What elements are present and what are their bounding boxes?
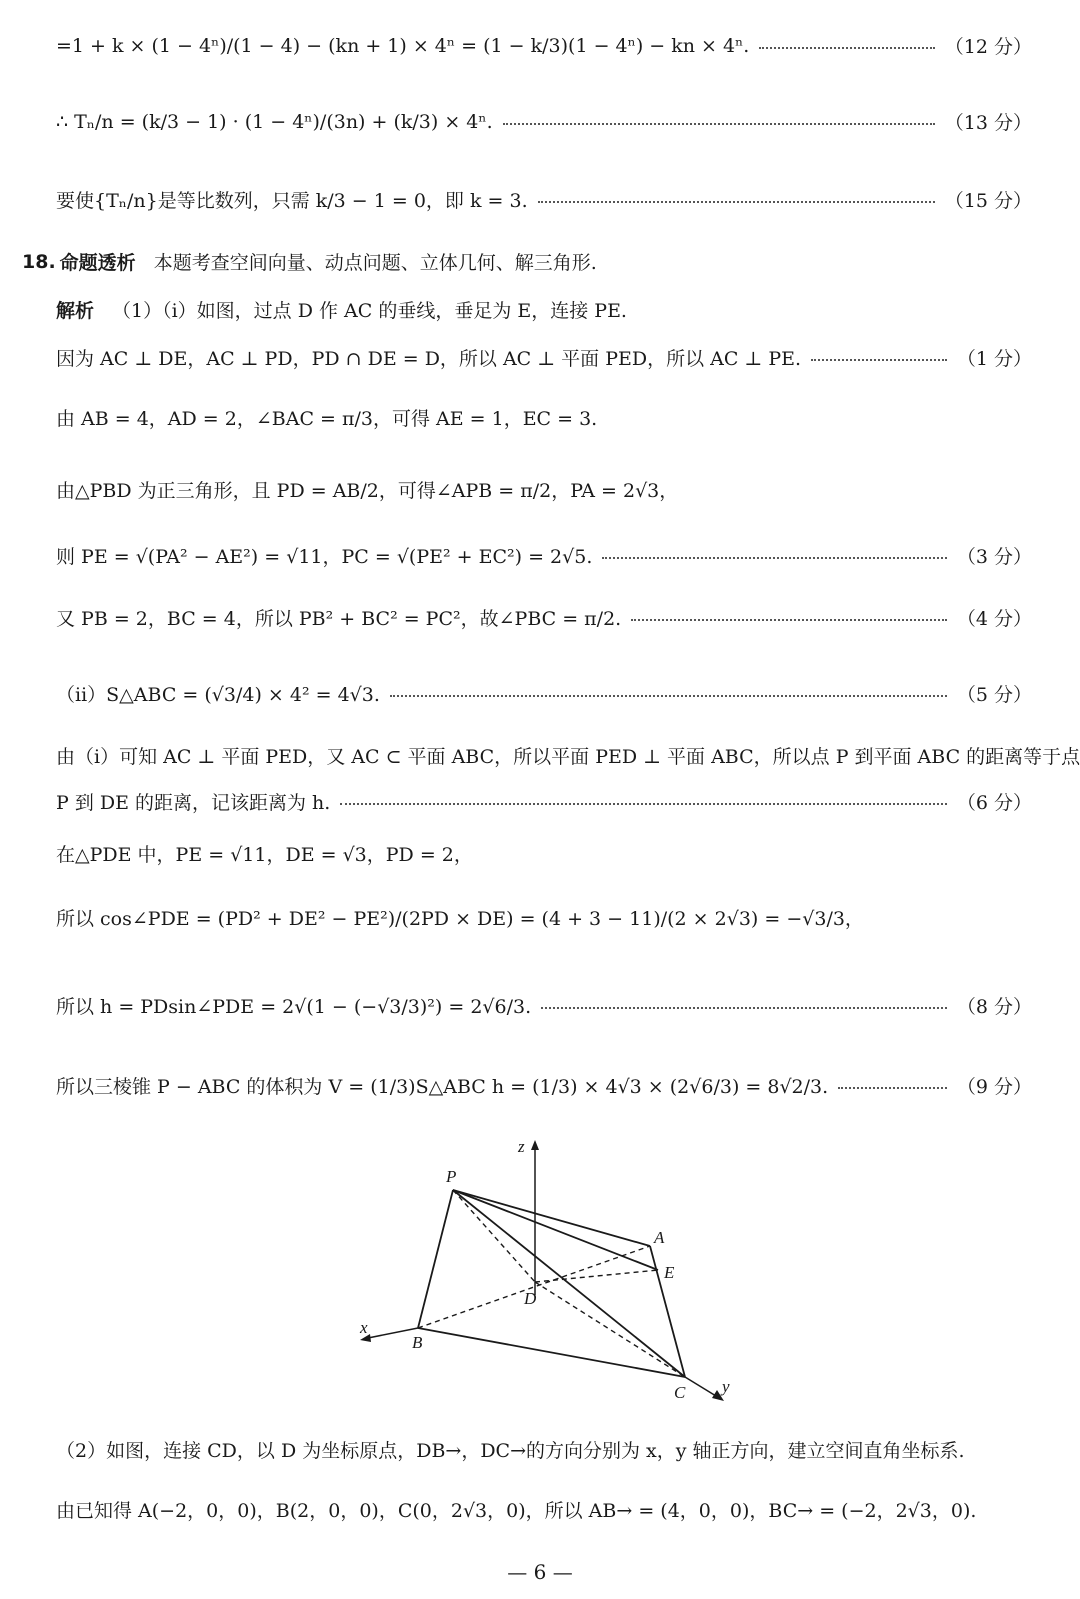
- edge-PD-dashed: [453, 1190, 535, 1282]
- text-ac-plane: [56, 742, 1080, 769]
- dot-leader: [503, 123, 935, 125]
- score-label: （5 分）: [956, 684, 1032, 706]
- formula-text: P 到 DE 的距离，记该距离为 h.: [56, 792, 331, 814]
- text-pbd: [56, 476, 1032, 503]
- analysis-title: 命题透析: [59, 252, 136, 274]
- score-label: （8 分）: [956, 996, 1032, 1018]
- formula-text: =1 + k × (1 − 4ⁿ)/(1 − 4) − (kn + 1) × 4ⁿ = (1 − k/3)(1 − 4ⁿ) − kn × 4ⁿ.: [56, 34, 750, 57]
- formula-text: 所以 h = PDsin∠PDE = 2√(1 − (−√3/3)²) = 2√6/3.: [56, 996, 532, 1018]
- formula-line-1: [56, 344, 1032, 371]
- label-P: P: [446, 1167, 457, 1186]
- dot-leader: [538, 201, 935, 203]
- formula-text: 又 PB = 2，BC = 4，所以 PB² + BC² = PC²，故∠PBC = π/2.: [56, 608, 622, 630]
- text-line: 在△PDE 中，PE = √11，DE = √3，PD = 2，: [56, 844, 473, 866]
- z-axis-arrow: [531, 1140, 539, 1150]
- edge-PE: [453, 1190, 658, 1270]
- formula-text: （ⅱ）S△ABC = (√3/4) × 4² = 4√3.: [56, 684, 380, 706]
- edge-PC: [453, 1190, 685, 1377]
- analysis-desc: 本题考查空间向量、动点问题、立体几何、解三角形.: [153, 252, 597, 274]
- label-D: D: [524, 1289, 537, 1308]
- solution-title: 解析: [56, 300, 95, 322]
- edge-PB: [418, 1190, 453, 1328]
- dot-leader: [602, 557, 946, 559]
- score-label: （6 分）: [956, 792, 1032, 814]
- formula-line-12: [56, 32, 1032, 59]
- text-line: 由 AB = 4，AD = 2，∠BAC = π/3，可得 AE = 1，EC = 3.: [56, 408, 598, 430]
- score-label: （4 分）: [956, 608, 1032, 630]
- label-A: A: [654, 1228, 665, 1247]
- text-pde: [56, 840, 1032, 867]
- formula-line-3: [56, 542, 1032, 569]
- formula-text: 要使{Tₙ/n}是等比数列，只需 k/3 − 1 = 0，即 k = 3.: [56, 190, 528, 212]
- formula-text: 则 PE = √(PA² − AE²) = √11，PC = √(PE² + EC²) = 2√5.: [56, 546, 593, 568]
- edge-BA-dashed: [418, 1246, 650, 1328]
- label-C: C: [674, 1383, 686, 1402]
- text-line: 由已知得 A(−2，0，0)，B(2，0，0)，C(0，2√3，0)，所以 AB→ = (4，0，0)，BC→ = (−2，2√3，0).: [56, 1500, 977, 1522]
- y-axis: [685, 1377, 716, 1396]
- label-y: y: [722, 1377, 730, 1396]
- score-label: （12 分）: [944, 36, 1032, 58]
- label-B: B: [412, 1333, 423, 1352]
- text-line: 由△PBD 为正三角形，且 PD = AB/2，可得∠APB = π/2，PA = 2√3，: [56, 480, 679, 502]
- formula-line-8: [56, 992, 1032, 1019]
- text-line: （2）如图，连接 CD，以 D 为坐标原点，DB→，DC→的方向分别为 x，y 轴正方向，建立空间直角坐标系.: [56, 1440, 965, 1462]
- text-line: 由（ⅰ）可知 AC ⊥ 平面 PED，又 AC ⊂ 平面 ABC，所以平面 PED ⊥ 平面 ABC，所以点 P 到平面 ABC 的距离等于点: [56, 746, 1080, 768]
- formula-line-6: [56, 788, 1032, 815]
- x-axis: [368, 1328, 418, 1338]
- text-ab-ad: [56, 404, 1032, 431]
- question-number: 18.: [22, 250, 56, 273]
- dot-leader: [838, 1087, 947, 1089]
- question-18-header: [22, 248, 1032, 275]
- score-label: （15 分）: [944, 190, 1032, 212]
- formula-text: ∴ Tₙ/n = (k/3 − 1) · (1 − 4ⁿ)/(3n) + (k/3) × 4ⁿ.: [56, 110, 493, 133]
- formula-line-15: [56, 186, 1032, 213]
- label-z: z: [518, 1140, 525, 1156]
- formula-line-9: [56, 1072, 1032, 1099]
- edge-BC: [418, 1328, 685, 1377]
- label-E: E: [664, 1263, 675, 1282]
- formula-line-4: [56, 604, 1032, 631]
- formula-text: 所以三棱锥 P − ABC 的体积为 V = (1/3)S△ABC h = (1/3) × 4√3 × (2√6/3) = 8√2/3.: [56, 1076, 829, 1098]
- score-label: （1 分）: [956, 348, 1032, 370]
- dot-leader: [631, 619, 947, 621]
- coords-text: [56, 1496, 1032, 1523]
- part2-text: [56, 1436, 1032, 1463]
- formula-text: 因为 AC ⊥ DE，AC ⊥ PD，PD ∩ DE = D，所以 AC ⊥ 平面 PED，所以 AC ⊥ PE.: [56, 348, 802, 370]
- formula-line-13: [56, 108, 1032, 135]
- score-label: （13 分）: [944, 112, 1032, 134]
- dot-leader: [759, 47, 934, 49]
- score-label: （3 分）: [956, 546, 1032, 568]
- dot-leader: [811, 359, 947, 361]
- part1-text: （1）（ⅰ）如图，过点 D 作 AC 的垂线，垂足为 E，连接 PE.: [112, 300, 627, 322]
- pyramid-figure: [340, 1140, 760, 1430]
- dot-leader: [541, 1007, 947, 1009]
- score-label: （9 分）: [956, 1076, 1032, 1098]
- page-number: — 6 —: [507, 1560, 573, 1584]
- formula-line-5: [56, 680, 1032, 707]
- text-cos: [56, 904, 1032, 931]
- label-x: x: [360, 1318, 368, 1337]
- dot-leader: [340, 803, 947, 805]
- edge-PA: [453, 1190, 650, 1246]
- solution-part1-intro: [56, 296, 1032, 323]
- text-line: 所以 cos∠PDE = (PD² + DE² − PE²)/(2PD × DE) = (4 + 3 − 11)/(2 × 2√3) = −√3/3，: [56, 908, 864, 930]
- dot-leader: [390, 695, 947, 697]
